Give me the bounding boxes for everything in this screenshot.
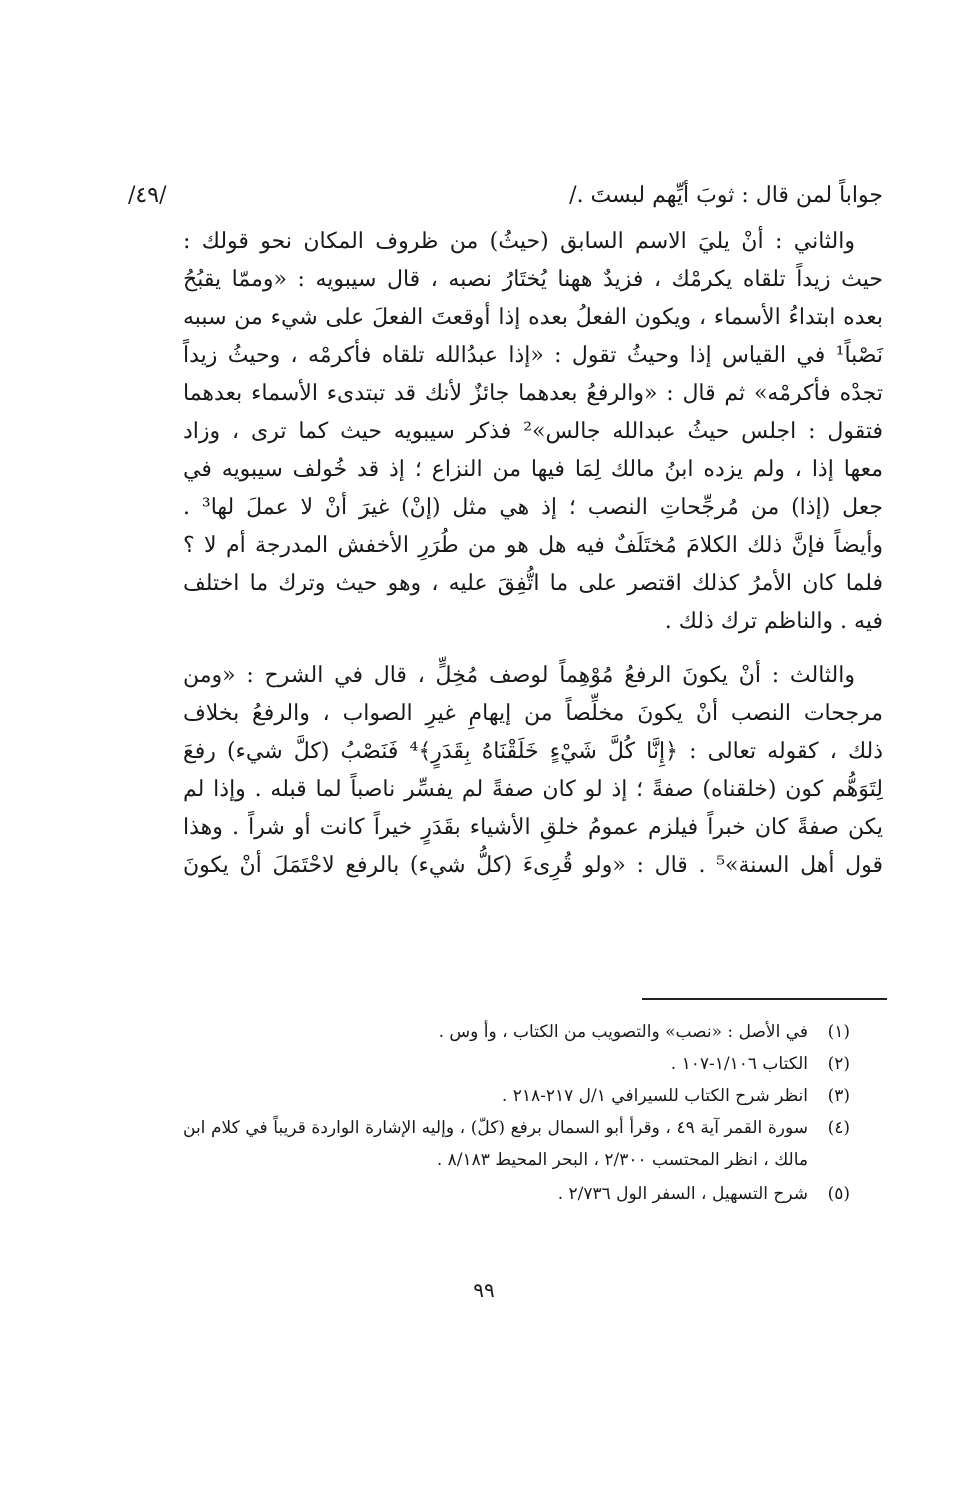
body-line: فيه . والناظم ترك ذلك . (664, 609, 883, 634)
footnote-number: (٣) (827, 1086, 850, 1106)
footnote-number: (١) (827, 1022, 850, 1042)
footnote-number: (٥) (827, 1184, 850, 1204)
body-line: فلما كان الأمرُ كذلك اقتصر على ما اتُّفِقَ عليه ، وهو حيث وترك ما اختلف (183, 571, 883, 596)
body-line: تجدْه فأكرمْه» ثم قال : «والرفعُ بعدهما جائزٌ لأنك قد تبتدىء الأسماء بعدهما (183, 381, 883, 406)
body-line: جعل (إذا) من مُرجِّحاتِ النصب ؛ إذ هي مثل (إنْ) غيرَ أنْ لا عملَ لها³ . (183, 495, 883, 520)
footnote-number: (٤) (827, 1118, 850, 1138)
body-line: والثاني : أنْ يليَ الاسم السابق (حيثُ) من ظروف المكان نحو قولك : (183, 229, 855, 254)
body-line: حيث زيداً تلقاه يكرمْك ، فزيدٌ ههنا يُختَارُ نصبه ، قال سيبويه : «وممّا يقبُحُ (183, 267, 883, 292)
body-line: ذلك ، كقوله تعالى : ﴿إِنَّا كُلَّ شَيْءٍ خَلَقْنَاهُ بِقَدَرٍ﴾⁴ فَنَصْبُ (كلَّ شيء) رفعَ (183, 739, 883, 764)
footnote-text: الكتاب ١/١٠٦-١٠٧ . (670, 1054, 808, 1074)
manuscript-folio-marker: /٤٩/ (128, 183, 167, 208)
body-line: فتقول : اجلس حيثُ عبدالله جالس»² فذكر سيبويه حيث كما ترى ، وزاد (183, 419, 883, 444)
footnote-text-continuation: مالك ، انظر المحتسب ٢/٣٠٠ ، البحر المحيط ٨/١٨٣ . (436, 1150, 808, 1170)
body-line: وأيضاً فإنَّ ذلك الكلامَ مُختَلَفٌ فيه هل هو من طُرَرِ الأخفش المدرجة أم لا ؟ (183, 533, 883, 558)
body-line: معها إذا ، ولم يزده ابنُ مالك لِمَا فيها من النزاع ؛ إذ قد خُولف سيبويه في (183, 457, 883, 482)
body-line: يكن صفةً كان خبراً فيلزم عمومُ خلقِ الأشياء بقَدَرٍ خيراً كانت أو شراً . وهذا (183, 815, 883, 840)
body-line: مرجحات النصب أنْ يكونَ مخلِّصاً من إيهامِ غيرِ الصواب ، والرفعُ بخلاف (183, 701, 883, 726)
body-line: نَصْباً¹ في القياس إذا وحيثُ تقول : «إذا عبدُالله تلقاه فأكرمْه ، وحيثُ زيداً (183, 343, 883, 368)
footnote-separator (642, 998, 887, 1000)
footnote-text: في الأصل : «نصب» والتصويب من الكتاب ، وأ وس . (438, 1022, 808, 1042)
footnote-text: سورة القمر آية ٤٩ ، وقرأ أبو السمال برفع (كلّ) ، وإليه الإشارة الواردة قريباً في كلام ابن (183, 1118, 808, 1138)
body-line: بعده ابتداءُ الأسماء ، ويكون الفعلُ بعده إذا أوقعتَ الفعلَ على شيء من سببه (183, 305, 883, 330)
page-number: ٩٩ (473, 1278, 495, 1302)
footnote-number: (٢) (827, 1054, 850, 1074)
body-line: لِتَوَهُّم كون (خلقناه) صفةً ؛ إذ لو كان صفةً لم يفسِّر ناصباً لما قبله . وإذا لم (183, 777, 883, 802)
footnote-text: شرح التسهيل ، السفر الول ٢/٧٣٦ . (557, 1184, 808, 1204)
continuation-line: جواباً لمن قال : ثوبَ أيِّهم لبستَ ./ (569, 183, 883, 208)
footnote-text: انظر شرح الكتاب للسيرافي ١/ل ٢١٧-٢١٨ . (501, 1086, 808, 1106)
body-line: والثالث : أنْ يكونَ الرفعُ مُوْهِماً لوصف مُخِلٍّ ، قال في الشرح : «ومن (183, 663, 855, 688)
body-line: قول أهل السنة»⁵ . قال : «ولو قُرِىءَ (كلُّ شيء) بالرفع لاحْتَمَلَ أنْ يكونَ (183, 853, 884, 878)
